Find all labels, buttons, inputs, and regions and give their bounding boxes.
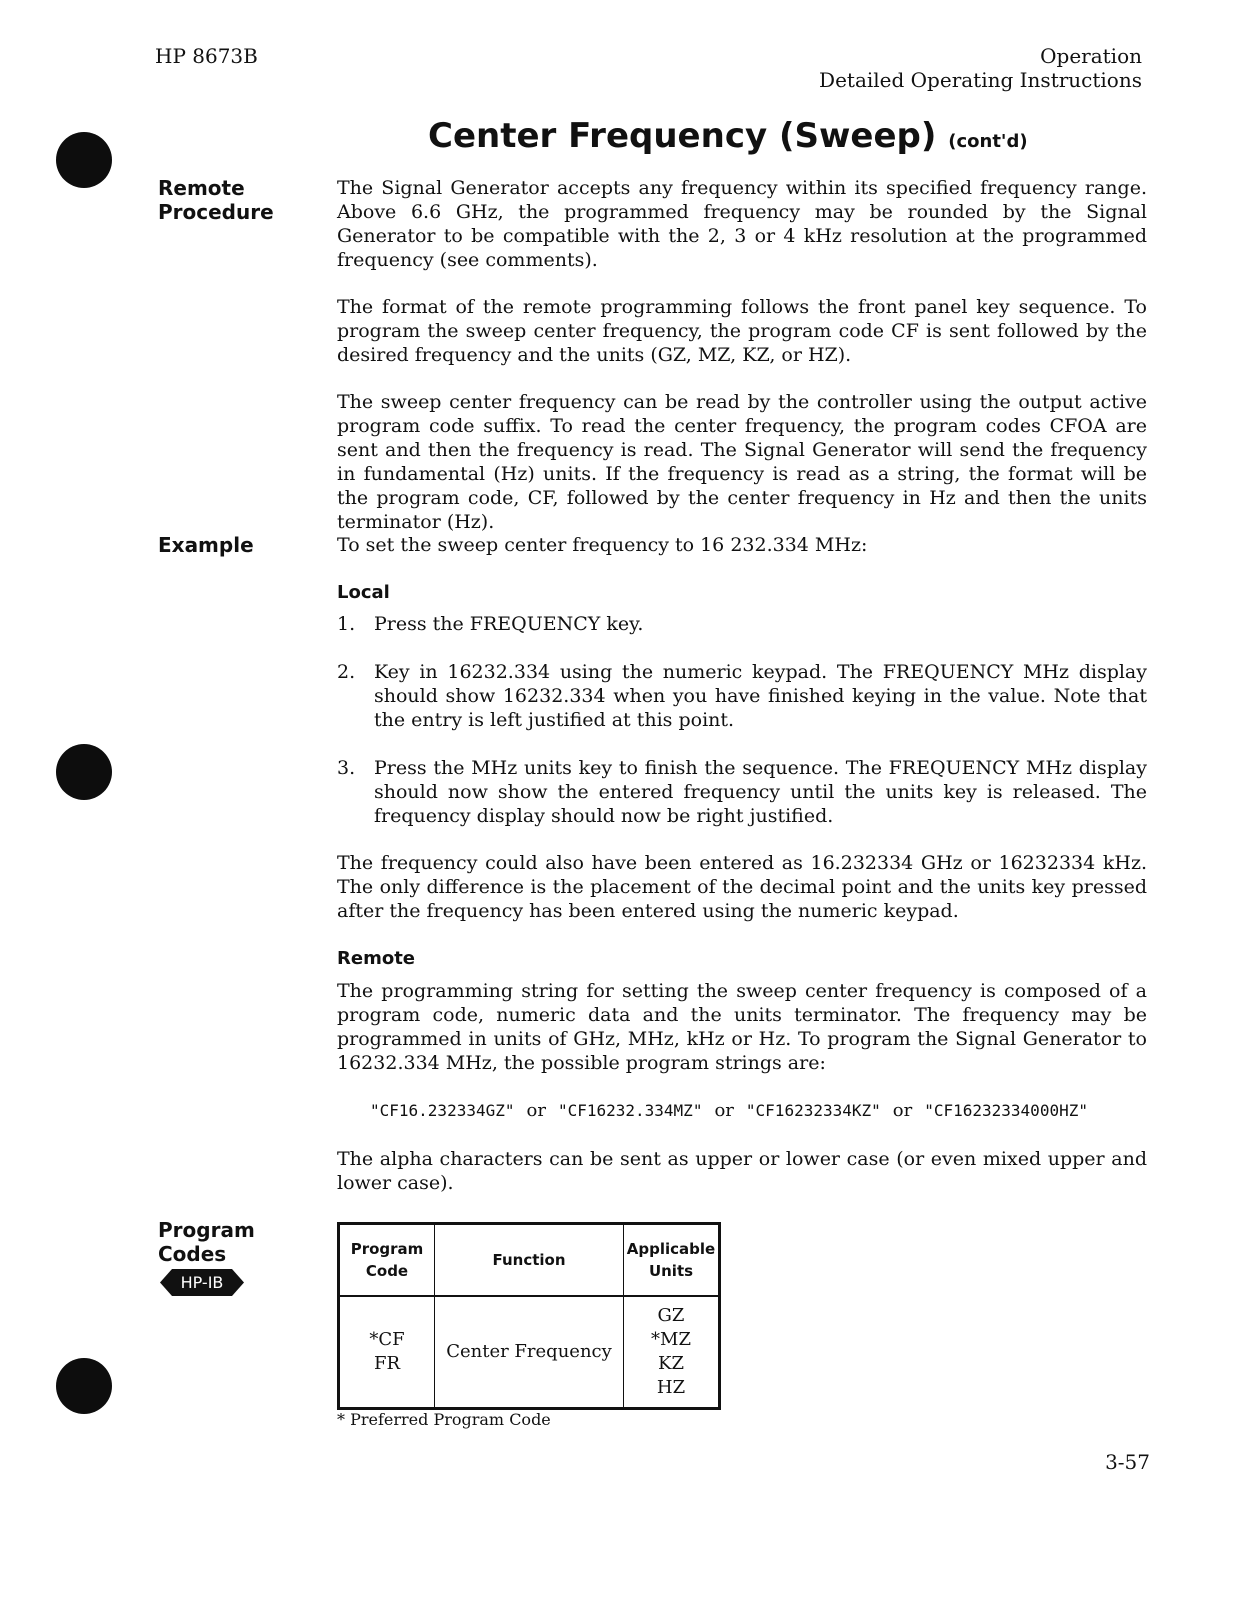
remote-procedure-paragraph-3: The sweep center frequency can be read by the controller using the output active program code suffix. To read the center frequency, the program codes CFOA are sent and then the frequency is read. The Signal Generator will send the frequency in fundamental (Hz) units. If the frequency is read as a string, the format will be the program code, CF, followed by the center frequency in Hz and then the units terminator (Hz). <box>337 391 1147 533</box>
example-intro: To set the sweep center frequency to 16 232.334 MHz: <box>337 534 868 556</box>
program-string: "CF16.232334GZ" <box>370 1101 515 1120</box>
program-code-value: *CF <box>369 1329 405 1350</box>
header-program-code <box>339 1224 435 1297</box>
program-strings <box>370 1100 1088 1122</box>
program-string: "CF16232334000HZ" <box>924 1101 1088 1120</box>
local-step-2 <box>337 660 1147 732</box>
punch-hole-bottom <box>56 1358 112 1414</box>
remote-heading: Remote <box>337 948 416 969</box>
sidebar-program-codes <box>158 1218 255 1266</box>
remote-procedure-paragraph-2: The format of the remote programming follows the front panel key sequence. To program the sweep center frequency, the program code CF is sent followed by the desired frequency and the units (GZ, MZ, KZ, or HZ). <box>337 296 1147 366</box>
program-code-value: FR <box>373 1353 401 1374</box>
header-line: Units <box>648 1262 694 1280</box>
header-section: Operation <box>1040 44 1142 68</box>
sidebar-label-line: Procedure <box>158 200 274 224</box>
sidebar-label-line: Remote <box>158 176 245 200</box>
cell-function: Center Frequency <box>435 1296 624 1409</box>
or-separator: or <box>892 1100 913 1121</box>
title-contd: (cont'd) <box>948 131 1028 152</box>
cell-units <box>624 1296 720 1409</box>
step-number: 3. <box>337 757 356 779</box>
remote-text: The programming string for setting the sweep center frequency is composed of a program code, numeric data and the units terminator. The frequency may be programmed in units of GHz, MHz, kHz or Hz. To program the Signal Generator to 16232.334 MHz, the possible program strings are: <box>337 980 1147 1074</box>
local-step-3 <box>337 756 1147 828</box>
unit-value: HZ <box>656 1377 686 1398</box>
local-step-1 <box>337 612 1147 636</box>
cell-program-code <box>339 1296 435 1409</box>
sidebar-label-line: Program <box>158 1218 255 1242</box>
punch-hole-middle <box>56 744 112 800</box>
sidebar-label-line: Codes <box>158 1242 227 1266</box>
table-header-row <box>339 1224 720 1297</box>
unit-value: GZ <box>657 1305 685 1326</box>
unit-value: *MZ <box>651 1329 691 1350</box>
sidebar-example: Example <box>158 533 254 557</box>
step-text: Press the FREQUENCY key. <box>374 613 644 635</box>
page-number: 3-57 <box>1105 1450 1150 1474</box>
unit-value: KZ <box>658 1353 684 1374</box>
program-string: "CF16232.334MZ" <box>557 1101 703 1120</box>
header-line: Program <box>350 1240 424 1258</box>
hp-ib-badge <box>160 1269 244 1296</box>
local-heading: Local <box>337 582 390 603</box>
step-text: Press the MHz units key to finish the sequence. The FREQUENCY MHz display should now show the entered frequency until the units key is released. The frequency display should now be right justified. <box>374 757 1147 827</box>
step-number: 2. <box>337 661 356 683</box>
header-function: Function <box>435 1224 624 1297</box>
punch-hole-top <box>56 132 112 188</box>
title-main: Center Frequency (Sweep) <box>428 116 937 156</box>
or-separator: or <box>714 1100 734 1121</box>
header-line: Code <box>365 1262 409 1280</box>
remote-procedure-paragraph-1: The Signal Generator accepts any frequency within its specified frequency range. Above 6.6 GHz, the programmed frequency may be rounded by the Signal Generator to be compatible with the 2, 3 or 4 kHz resolution at the programmed frequency (see comments). <box>337 177 1147 271</box>
header-applicable-units <box>624 1224 720 1297</box>
case-note: The alpha characters can be sent as upper or lower case (or even mixed upper and lower case). <box>337 1148 1147 1194</box>
hp-ib-badge-label: HP-IB <box>180 1273 224 1292</box>
header-model: HP 8673B <box>155 44 258 68</box>
header-line: Applicable <box>626 1240 716 1258</box>
table-row <box>339 1296 720 1409</box>
or-separator: or <box>526 1100 546 1121</box>
step-number: 1. <box>337 613 356 635</box>
step-text: Key in 16232.334 using the numeric keypad. The FREQUENCY MHz display should show 16232.334 when you have finished keying in the value. Note that the entry is left justified at this point. <box>374 661 1147 731</box>
program-string: "CF16232334KZ" <box>745 1101 881 1120</box>
page-title <box>428 114 1028 164</box>
program-codes-table <box>337 1222 721 1410</box>
header-subsection: Detailed Operating Instructions <box>819 68 1142 92</box>
sidebar-remote-procedure <box>158 176 274 224</box>
example-note: The frequency could also have been entered as 16.232334 GHz or 16232334 kHz. The only difference is the placement of the decimal point and the units key pressed after the frequency has been entered using the numeric keypad. <box>337 852 1147 922</box>
table-footnote: * Preferred Program Code <box>337 1410 551 1429</box>
